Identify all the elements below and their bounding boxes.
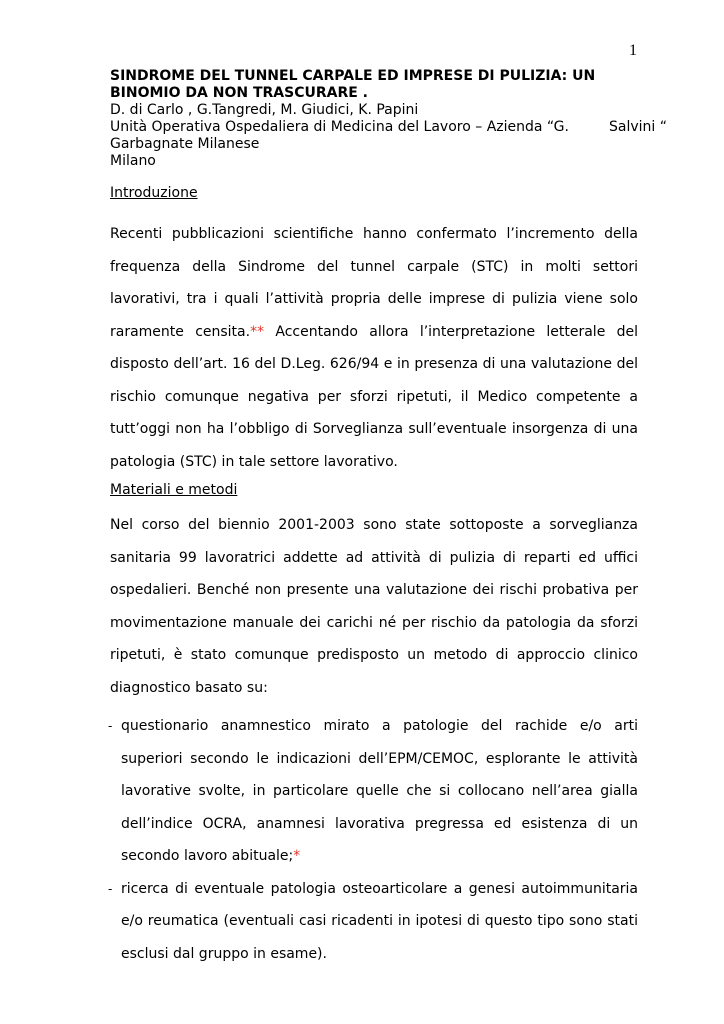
page-number: 1 <box>629 42 637 59</box>
methods-list <box>110 710 638 970</box>
affiliation-part-1: Unità Operativa Ospedaliera di Medicina del Lavoro – Azienda “G. <box>110 119 569 135</box>
document-body <box>108 68 667 970</box>
bullet-dash: - <box>108 881 113 896</box>
list-item <box>110 710 638 873</box>
paper-title: SINDROME DEL TUNNEL CARPALE ED IMPRESE DI PULIZIA: UN BINOMIO DA NON TRASCURARE . <box>110 68 596 101</box>
affiliation-part-2: Salvini “ <box>608 119 667 135</box>
footnote-marker-double: ** <box>250 323 265 340</box>
section-heading-introduzione: Introduzione <box>110 185 198 201</box>
affiliation-line-3: Milano <box>110 153 156 169</box>
authors: D. di Carlo , G.Tangredi, M. Giudici, K. Papini <box>110 102 419 118</box>
bullet-text-1: questionario anamnestico mirato a patologie del rachide e/o arti superiori secondo le indicazioni dell’EPM/CEMOC, esplorante le attività lavorative svolte, in particolare quelle che si collocano nell’area gialla dell’indice OCRA, anamnesi lavorativa pregressa ed esistenza di un secondo lavoro abituale; <box>121 718 638 864</box>
affiliation-line-1 <box>110 119 667 136</box>
intro-text-part-1: Recenti pubblicazioni scientifiche hanno confermato l’incremento della frequenza della Sindrome del tunnel carpale (STC) in molti settori lavorativi, tra i quali l’attività propria delle imprese di pulizia viene solo raramente censita. <box>110 226 638 340</box>
methods-paragraph: Nel corso del biennio 2001-2003 sono state sottoposte a sorveglianza sanitaria 99 lavoratrici addette ad attività di pulizia di reparti ed uffici ospedalieri. Benché non presente una valutazione dei rischi probativa per movimentazione manuale dei carichi né per rischio da patologia da sforzi ripetuti, è stato comunque predisposto un metodo di approccio clinico diagnostico basato su: <box>110 517 638 696</box>
bullet-dash: - <box>108 719 113 733</box>
footnote-marker-single: * <box>293 848 301 864</box>
section-heading-materiali-metodi: Materiali e metodi <box>110 482 238 498</box>
bullet-text-2: ricerca di eventuale patologia osteoarticolare a genesi autoimmunitaria e/o reumatica (eventuali casi ricadenti in ipotesi di questo tipo sono stati esclusi dal gruppo in esame). <box>121 880 638 962</box>
intro-paragraph <box>110 218 638 478</box>
affiliation-line-2: Garbagnate Milanese <box>110 136 260 152</box>
intro-text-part-2: Accentando allora l’interpretazione letterale del disposto dell’art. 16 del D.Leg. 626/94 e in presenza di una valutazione del rischio comunque negativa per sforzi ripetuti, il Medico competente a tutt’oggi non ha l’obbligo di Sorveglianza sull’eventuale insorgenza di una patologia (STC) in tale settore lavorativo. <box>110 323 638 470</box>
list-item <box>110 873 638 971</box>
